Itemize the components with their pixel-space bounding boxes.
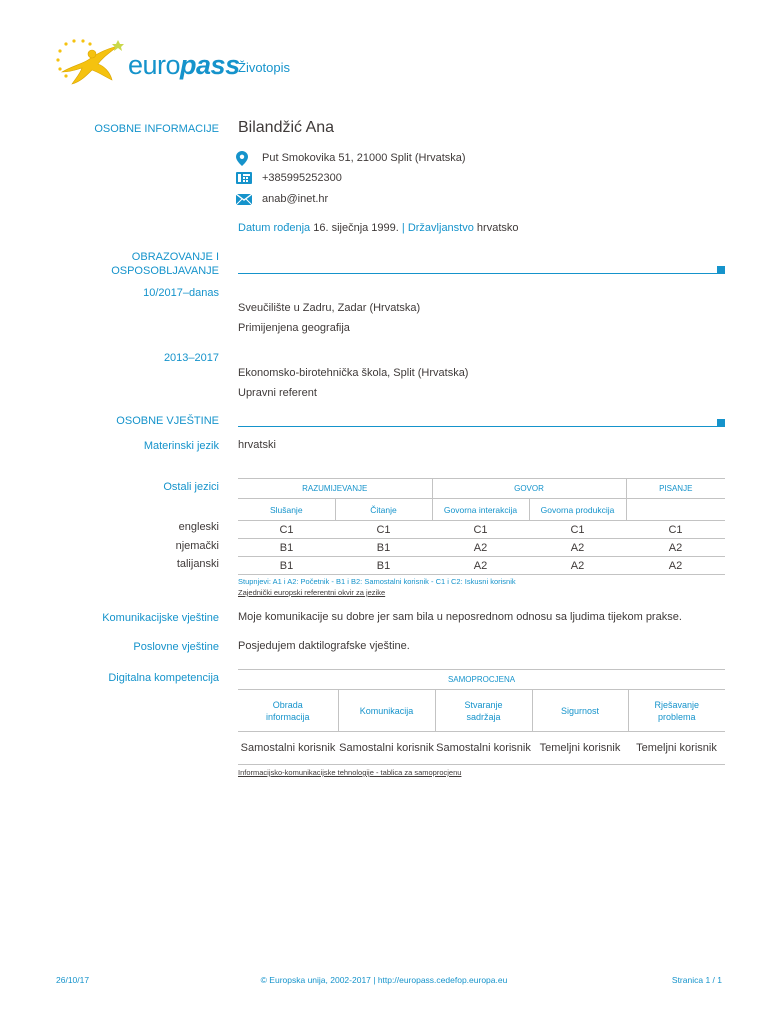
- header-listening: Slušanje: [238, 499, 335, 521]
- person-name: Bilandžić Ana: [238, 119, 335, 136]
- language-name: njemački: [175, 540, 219, 552]
- table-cell: B1: [335, 539, 432, 557]
- table-row: [238, 557, 725, 575]
- europass-logo: [52, 36, 240, 92]
- cefr-link[interactable]: Zajednički europski referentni okvir za jezike: [238, 588, 386, 597]
- header-speaking: GOVOR: [432, 479, 626, 499]
- citizenship-label: Državljanstvo: [407, 222, 474, 234]
- personal-info-section-label: OSOBNE INFORMACIJE: [94, 123, 219, 135]
- europass-logo-text: europass: [128, 50, 240, 80]
- header-communication: Komunikacija: [338, 690, 435, 732]
- phone-row: [236, 170, 342, 186]
- table-cell: Temeljni korisnik: [532, 732, 628, 765]
- table-cell: C1: [432, 521, 529, 539]
- digital-competence-table: [238, 669, 725, 765]
- phone-icon: [236, 170, 254, 186]
- europass-logo-figure-icon: [52, 36, 132, 92]
- phone-value: +385995252300: [262, 172, 342, 184]
- email-value[interactable]: anab@inet.hr: [262, 193, 329, 205]
- language-levels-note: Stupnjevi: A1 i A2: Početnik - B1 i B2: Samostalni korisnik - C1 i C2: Iskusni korisnik: [238, 577, 516, 586]
- communication-skills-label: Komunikacijske vještine: [102, 612, 219, 624]
- table-cell: B1: [335, 557, 432, 575]
- languages-table-group-header: [238, 479, 725, 499]
- table-cell: B1: [238, 539, 335, 557]
- languages-table: [238, 478, 725, 575]
- table-cell: C1: [335, 521, 432, 539]
- header-reading: Čitanje: [335, 499, 432, 521]
- business-skills-value: Posjedujem daktilografske vještine.: [238, 640, 410, 652]
- language-name: engleski: [178, 521, 219, 533]
- header-spoken-interaction: Govorna interakcija: [432, 499, 529, 521]
- dob-value: 16. siječnja 1999.: [313, 222, 399, 234]
- table-cell: C1: [238, 521, 335, 539]
- table-cell: A2: [529, 557, 626, 575]
- skills-section-marker: [717, 419, 725, 427]
- language-name: talijanski: [176, 558, 219, 570]
- footer-page-number: Stranica 1 / 1: [671, 975, 722, 985]
- mother-tongue-label: Materinski jezik: [143, 440, 219, 452]
- ict-self-assessment-link[interactable]: Informacijsko-komunikacijske tehnologije - tablica za samoprocjenu: [238, 768, 462, 777]
- education-section-marker: [717, 266, 725, 274]
- header-problem-solving: Rješavanje problema: [628, 690, 725, 732]
- address-row: [236, 150, 466, 166]
- email-icon: [236, 191, 254, 207]
- table-cell: B1: [238, 557, 335, 575]
- education-entry-1-dates: 10/2017–danas: [143, 287, 219, 299]
- table-cell: C1: [529, 521, 626, 539]
- footer-date: 26/10/17: [56, 975, 90, 985]
- education-entry-1-field: Primijenjena geografija: [238, 322, 350, 334]
- table-cell: Samostalni korisnik: [338, 732, 435, 765]
- table-cell: Temeljni korisnik: [628, 732, 725, 765]
- education-entry-2-institution: Ekonomsko-birotehnička škola, Split (Hrvatska): [238, 367, 469, 379]
- document-title: Životopis: [238, 60, 291, 75]
- separator: |: [401, 222, 405, 234]
- footer-copyright: © Europska unija, 2002-2017 | http://europass.cedefop.europa.eu: [260, 975, 508, 985]
- digital-table-headers: [238, 690, 725, 732]
- header-understanding: RAZUMIJEVANJE: [238, 479, 432, 499]
- skills-section-divider: [238, 426, 725, 427]
- table-cell: C1: [626, 521, 725, 539]
- languages-table-subheader: [238, 499, 725, 521]
- other-languages-label: Ostali jezici: [163, 481, 219, 493]
- table-cell: A2: [432, 557, 529, 575]
- mother-tongue-value: hrvatski: [238, 439, 276, 451]
- education-entry-2-dates: 2013–2017: [163, 352, 219, 364]
- table-cell: A2: [626, 539, 725, 557]
- communication-skills-value: Moje komunikacije su dobre jer sam bila u neposrednom odnosu sa ljudima tijekom prakse.: [238, 611, 682, 623]
- citizenship-value: hrvatsko: [476, 222, 519, 234]
- education-section-label: OBRAZOVANJE I OSPOSOBLJAVANJE: [111, 251, 219, 277]
- header-writing-empty: [626, 499, 725, 521]
- table-row: [238, 539, 725, 557]
- header-self-assessment: SAMOPROCJENA: [238, 670, 725, 690]
- header-spoken-production: Govorna produkcija: [529, 499, 626, 521]
- header-content-creation: Stvaranje sadržaja: [435, 690, 532, 732]
- table-cell: A2: [529, 539, 626, 557]
- digital-competence-label: Digitalna kompetencija: [108, 672, 219, 684]
- digital-table-group-header: [238, 670, 725, 690]
- header-writing: PISANJE: [626, 479, 725, 499]
- location-pin-icon: [236, 150, 254, 166]
- table-cell: Samostalni korisnik: [435, 732, 532, 765]
- dob-label: Datum rođenja: [238, 222, 311, 234]
- address-value: Put Smokovika 51, 21000 Split (Hrvatska): [262, 152, 466, 164]
- education-section-divider: [238, 273, 725, 274]
- header-safety: Sigurnost: [532, 690, 628, 732]
- table-cell: Samostalni korisnik: [238, 732, 338, 765]
- table-cell: A2: [626, 557, 725, 575]
- table-cell: A2: [432, 539, 529, 557]
- header-information-processing: Obrada informacija: [238, 690, 338, 732]
- table-row: [238, 732, 725, 765]
- business-skills-label: Poslovne vještine: [133, 641, 219, 653]
- education-entry-2-field: Upravni referent: [238, 387, 317, 399]
- skills-section-label: OSOBNE VJEŠTINE: [116, 415, 219, 427]
- education-entry-1-institution: Sveučilište u Zadru, Zadar (Hrvatska): [238, 302, 421, 314]
- table-row: [238, 521, 725, 539]
- email-row: [236, 191, 328, 207]
- birth-citizenship-line: [238, 222, 519, 234]
